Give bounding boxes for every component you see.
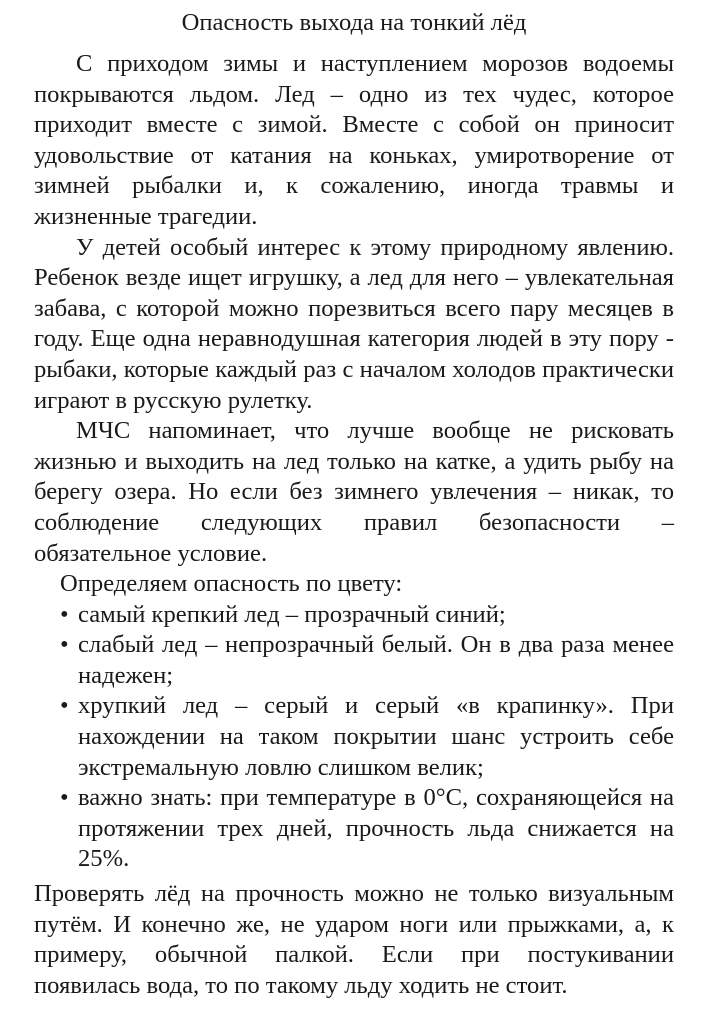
list-item-text: важно знать: при температуре в 0°С, сохраняющейся на протяжении трех дней, прочность льда снижается на 25%. xyxy=(78,784,674,873)
document-page xyxy=(34,0,674,1001)
bullet-icon: • xyxy=(60,600,69,628)
paragraph-closing: Проверять лёд на прочность можно не только визуальным путём. И конечно же, не ударом ноги или прыжками, а, к примеру, обычной палкой. Если при постукивании появилась вода, то по такому льду ходить не стоит. xyxy=(34,880,674,999)
paragraph-mchs: МЧС напоминает, что лучше вообще не рисковать жизнью и выходить на лед только на катке, а удить рыбу на берегу озера. Но если без зимнего увлечения – никак, то соблюдение следующих правил безопасности – обязательное условие. xyxy=(34,417,674,567)
bullet-icon: • xyxy=(60,631,69,659)
page-title: Опасность выхода на тонкий лёд xyxy=(181,9,527,36)
list-item-text: слабый лед – непрозрачный белый. Он в два раза менее надежен; xyxy=(78,631,674,689)
bullet-icon: • xyxy=(60,692,69,720)
bullet-icon: • xyxy=(60,784,69,812)
list-item xyxy=(34,691,674,783)
list-item xyxy=(34,600,674,631)
list-item xyxy=(34,783,674,875)
list-item xyxy=(34,630,674,691)
list-lead: Определяем опасность по цвету: xyxy=(60,570,403,598)
paragraph-intro: С приходом зимы и наступлением морозов водоемы покрываются льдом. Лед – одно из тех чудес, которое приходит вместе с зимой. Вместе с собой он приносит удовольствие от катания на коньках, умиротворение от зимней рыбалки и, к сожалению, иногда травмы и жизненные трагедии. xyxy=(34,50,674,230)
list-item-text: хрупкий лед – серый и серый «в крапинку». При нахождении на таком покрытии шанс устроить себе экстремальную ловлю слишком велик; xyxy=(78,692,674,781)
list-item-text: самый крепкий лед – прозрачный синий; xyxy=(78,600,506,628)
ice-color-list xyxy=(34,600,674,875)
paragraph-children: У детей особый интерес к этому природному явлению. Ребенок везде ищет игрушку, а лед для него – увлекательная забава, с которой можно порезвиться всего пару месяцев в году. Еще одна неравнодушная категория людей в эту пору - рыбаки, которые каждый раз с началом холодов практически играют в русскую рулетку. xyxy=(34,233,674,414)
